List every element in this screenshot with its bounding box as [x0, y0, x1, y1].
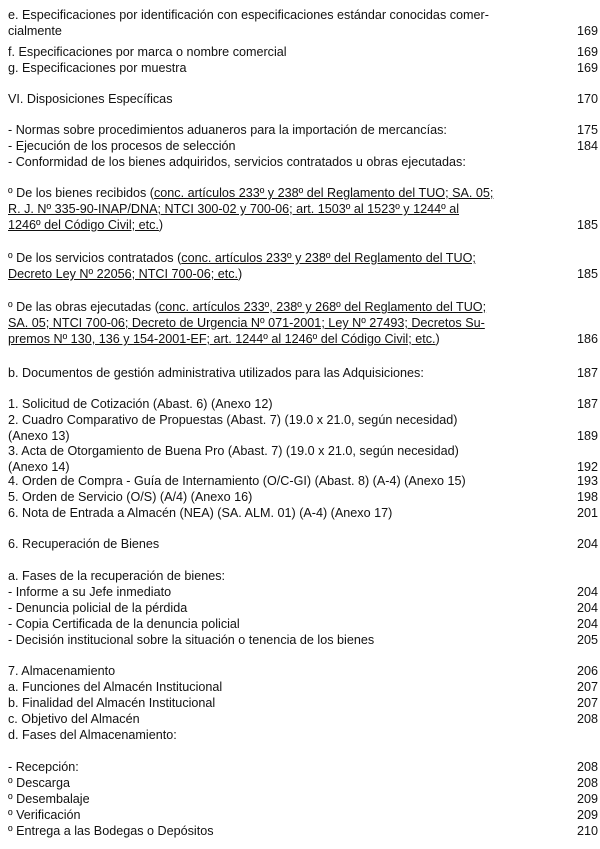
toc-entry	[8, 760, 598, 776]
toc-entry-text: 4. Orden de Compra - Guía de Internamiento (O/C-GI) (Abast. 8) (A-4) (Anexo 15)	[8, 474, 466, 488]
toc-entry-line	[8, 8, 598, 24]
toc-entry	[8, 808, 598, 824]
toc-entry	[8, 617, 598, 633]
toc-entry-line	[8, 474, 598, 490]
toc-entry-text: f. Especificaciones por marca o nombre comercial	[8, 45, 287, 59]
toc-entry-line	[8, 139, 598, 155]
toc-entry	[8, 537, 598, 553]
toc-entry-text: a. Fases de la recuperación de bienes:	[8, 569, 226, 583]
toc-page-number: 187	[576, 366, 598, 380]
toc-entry-line	[8, 633, 598, 649]
toc-page-number: 169	[576, 61, 598, 75]
toc-entry-line	[8, 824, 598, 840]
toc-entry	[8, 696, 598, 712]
toc-entry-line	[8, 316, 598, 332]
toc-entry-line	[8, 92, 598, 108]
toc-page-number: 209	[576, 792, 598, 806]
toc-entry-line	[8, 413, 598, 429]
toc-entry	[8, 139, 598, 155]
toc-entry	[8, 366, 598, 382]
toc-entry	[8, 712, 598, 728]
toc-entry-text: 5. Orden de Servicio (O/S) (A/4) (Anexo 16)	[8, 490, 253, 504]
toc-entry	[8, 490, 598, 506]
legal-reference-text: conc. artículos 233º, 238º y 268º del Reglamento del TUO;	[158, 300, 487, 314]
toc-page-number: 185	[576, 267, 598, 281]
toc-entry-line	[8, 506, 598, 522]
toc-page-number: 204	[576, 537, 598, 551]
toc-entry	[8, 633, 598, 649]
legal-reference-text: SA. 05; NTCI 700-06; Decreto de Urgencia Nº 071-2001; Ley Nº 27493; Decretos Su-	[8, 316, 485, 330]
toc-entry-line	[8, 490, 598, 506]
toc-entry	[8, 569, 598, 585]
toc-entry	[8, 506, 598, 522]
toc-entry	[8, 444, 598, 476]
toc-entry-line	[8, 696, 598, 712]
toc-page-number: 208	[576, 776, 598, 790]
toc-entry-line	[8, 444, 598, 460]
toc-entry-line	[8, 202, 598, 218]
toc-entry-text: - Normas sobre procedimientos aduaneros para la importación de mercancías:	[8, 123, 447, 137]
toc-page-number: 184	[576, 139, 598, 153]
toc-entry	[8, 413, 598, 445]
toc-page-number: 204	[576, 617, 598, 631]
toc-page-number: 205	[576, 633, 598, 647]
toc-page-number: 210	[576, 824, 598, 838]
legal-reference-text: conc. artículos 233º y 238º del Reglamento del TUO;	[181, 251, 476, 265]
toc-entry-line	[8, 760, 598, 776]
toc-page-number: 189	[576, 429, 598, 443]
toc-page-number: 193	[576, 474, 598, 488]
toc-entry-text: º De las obras ejecutadas (conc. artículos 233º, 238º y 268º del Reglamento del TUO;	[8, 300, 487, 314]
toc-page-number: 207	[576, 680, 598, 694]
toc-entry-text: - Recepción:	[8, 760, 79, 774]
toc-entry-line	[8, 45, 598, 61]
toc-entry-text: º Verificación	[8, 808, 81, 822]
toc-entry	[8, 251, 598, 283]
toc-page-number: 185	[576, 218, 598, 232]
toc-entry	[8, 300, 598, 348]
toc-entry-line	[8, 601, 598, 617]
toc-entry	[8, 601, 598, 617]
toc-entry-line	[8, 728, 598, 744]
toc-entry	[8, 728, 598, 744]
toc-entry-line	[8, 186, 598, 202]
toc-entry-text: e. Especificaciones por identificación con especificaciones estándar conocidas comer-	[8, 8, 489, 22]
toc-entry-line	[8, 332, 598, 348]
toc-entry-line	[8, 251, 598, 267]
toc-entry-text: º De los servicios contratados (conc. artículos 233º y 238º del Reglamento del TUO;	[8, 251, 476, 265]
toc-entry-text: b. Documentos de gestión administrativa utilizados para las Adquisiciones:	[8, 366, 424, 380]
toc-entry-text: (Anexo 13)	[8, 429, 70, 443]
toc-entry	[8, 123, 598, 139]
toc-entry-text	[8, 316, 485, 331]
toc-entry-line	[8, 712, 598, 728]
toc-entry-text: d. Fases del Almacenamiento:	[8, 728, 177, 742]
toc-page-number: 169	[576, 24, 598, 38]
legal-reference-text: premos Nº 130, 136 y 154-2001-EF; art. 1244º al 1246º del Código Civil; etc.	[8, 332, 436, 346]
toc-entry-line	[8, 776, 598, 792]
toc-entry-text: c. Objetivo del Almacén	[8, 712, 140, 726]
toc-entry-text: 2. Cuadro Comparativo de Propuestas (Abast. 7) (19.0 x 21.0, según necesidad)	[8, 413, 458, 427]
toc-entry-text	[8, 202, 459, 217]
toc-page-number: 175	[576, 123, 598, 137]
toc-page-number: 192	[576, 460, 598, 474]
toc-entry	[8, 664, 598, 680]
toc-entry	[8, 397, 598, 413]
toc-entry-text: 1. Solicitud de Cotización (Abast. 6) (Anexo 12)	[8, 397, 273, 411]
toc-entry-text: - Ejecución de los procesos de selección	[8, 139, 236, 153]
legal-reference-text: R. J. Nº 335-90-INAP/DNA; NTCI 300-02 y 700-06; art. 1503º al 1523º y 1244º al	[8, 202, 460, 216]
toc-page-number: 206	[576, 664, 598, 678]
toc-entry-text: 6. Recuperación de Bienes	[8, 537, 160, 551]
toc-entry	[8, 186, 598, 234]
toc-page-number: 209	[576, 808, 598, 822]
toc-entry-line	[8, 155, 598, 171]
toc-entry-line	[8, 585, 598, 601]
toc-entry-text: º Entrega a las Bodegas o Depósitos	[8, 824, 214, 838]
toc-entry-line	[8, 61, 598, 77]
toc-entry-line	[8, 664, 598, 680]
toc-entry	[8, 824, 598, 840]
toc-entry-line	[8, 300, 598, 316]
toc-entry-text: - Conformidad de los bienes adquiridos, servicios contratados u obras ejecutadas:	[8, 155, 466, 169]
toc-entry-line	[8, 429, 598, 445]
toc-entry-line	[8, 569, 598, 585]
toc-entry-line	[8, 537, 598, 553]
toc-entry-text: 3. Acta de Otorgamiento de Buena Pro (Abast. 7) (19.0 x 21.0, según necesidad)	[8, 444, 459, 458]
toc-entry-text: VI. Disposiciones Específicas	[8, 92, 173, 106]
toc-entry	[8, 61, 598, 77]
toc-entry	[8, 92, 598, 108]
toc-entry	[8, 792, 598, 808]
toc-page-number: 169	[576, 45, 598, 59]
toc-entry-text: - Informe a su Jefe inmediato	[8, 585, 172, 599]
toc-page-number: 170	[576, 92, 598, 106]
toc-entry-line	[8, 218, 598, 234]
toc-entry-text: - Denuncia policial de la pérdida	[8, 601, 188, 615]
toc-entry-text: º Desembalaje	[8, 792, 90, 806]
toc-entry-text: - Decisión institucional sobre la situación o tenencia de los bienes	[8, 633, 375, 647]
toc-entry-text: 6. Nota de Entrada a Almacén (NEA) (SA. ALM. 01) (A-4) (Anexo 17)	[8, 506, 393, 520]
toc-entry-line	[8, 366, 598, 382]
toc-page-number: 198	[576, 490, 598, 504]
toc-entry-line	[8, 123, 598, 139]
toc-page-number: 187	[576, 397, 598, 411]
toc-page-number: 201	[576, 506, 598, 520]
toc-entry-text: cialmente	[8, 24, 62, 38]
toc-entry-line	[8, 617, 598, 633]
toc-entry-line	[8, 792, 598, 808]
toc-entry-text: Decreto Ley Nº 22056; NTCI 700-06; etc.)	[8, 267, 243, 281]
toc-entry-text: b. Finalidad del Almacén Institucional	[8, 696, 216, 710]
toc-entry-line	[8, 680, 598, 696]
toc-page-number: 208	[576, 760, 598, 774]
legal-reference-text: Decreto Ley Nº 22056; NTCI 700-06; etc.	[8, 267, 239, 281]
toc-entry-text: premos Nº 130, 136 y 154-2001-EF; art. 1244º al 1246º del Código Civil; etc.)	[8, 332, 440, 346]
toc-entry	[8, 8, 598, 40]
toc-entry-text: (Anexo 14)	[8, 460, 70, 474]
toc-entry	[8, 776, 598, 792]
legal-reference-text: conc. artículos 233º y 238º del Reglamento del TUO; SA. 05;	[154, 186, 494, 200]
toc-entry-line	[8, 267, 598, 283]
toc-entry-text: - Copia Certificada de la denuncia policial	[8, 617, 240, 631]
toc-entry	[8, 45, 598, 61]
toc-entry-text: 7. Almacenamiento	[8, 664, 116, 678]
toc-entry-text: a. Funciones del Almacén Institucional	[8, 680, 223, 694]
toc-page-number: 204	[576, 585, 598, 599]
toc-entry-text: º De los bienes recibidos (conc. artículos 233º y 238º del Reglamento del TUO; SA. 05;	[8, 186, 494, 200]
toc-entry	[8, 474, 598, 490]
toc-entry	[8, 155, 598, 171]
toc-page-number: 204	[576, 601, 598, 615]
toc-entry-line	[8, 397, 598, 413]
toc-entry	[8, 680, 598, 696]
toc-entry-line	[8, 24, 598, 40]
toc-entry	[8, 585, 598, 601]
toc-page-number: 208	[576, 712, 598, 726]
legal-reference-text: 1246º del Código Civil; etc.	[8, 218, 159, 232]
toc-entry-line	[8, 808, 598, 824]
toc-page-number: 207	[576, 696, 598, 710]
toc-entry-text: 1246º del Código Civil; etc.)	[8, 218, 164, 232]
toc-entry-text: º Descarga	[8, 776, 70, 790]
toc-page-number: 186	[576, 332, 598, 346]
toc-entry-text: g. Especificaciones por muestra	[8, 61, 187, 75]
